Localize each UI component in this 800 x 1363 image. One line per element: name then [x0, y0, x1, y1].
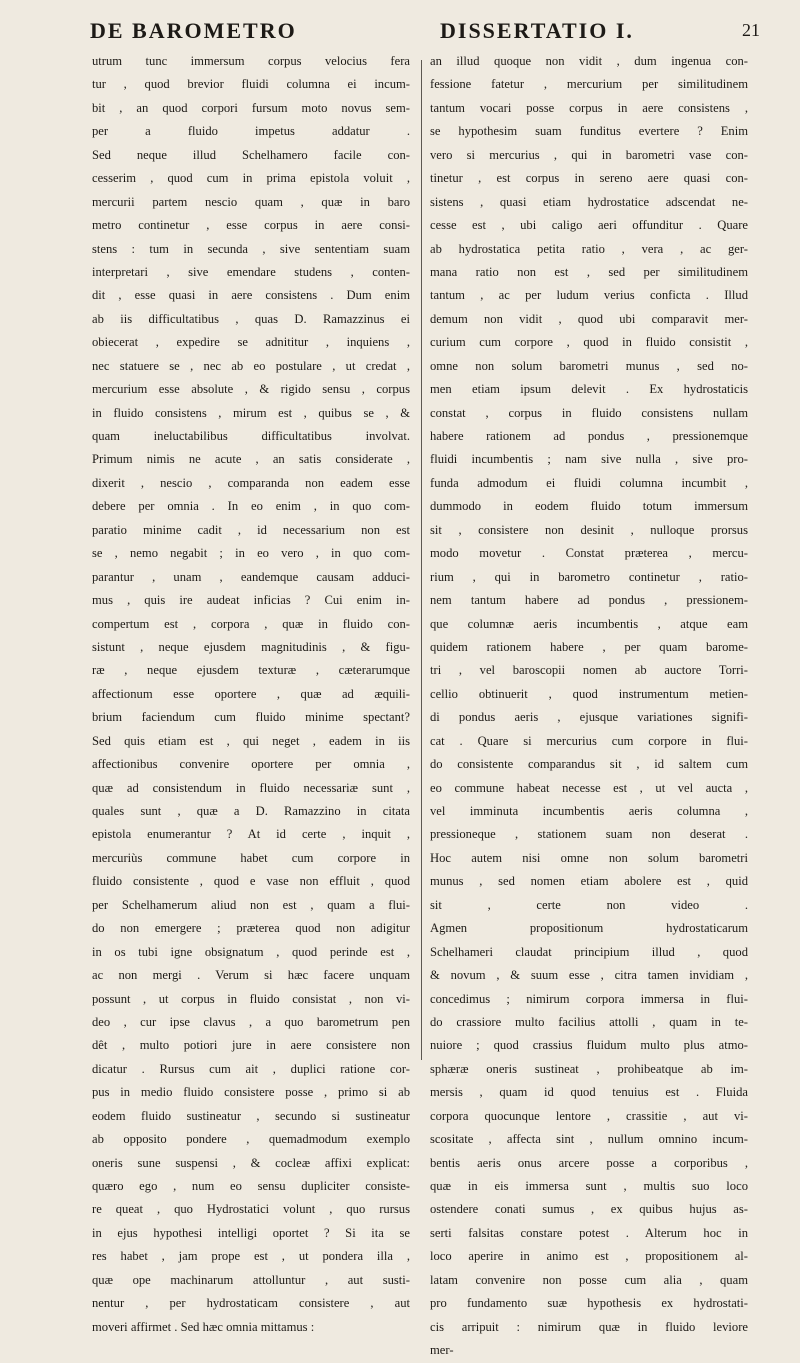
text-line: nem tantum habere ad pondus , pressionem-: [430, 593, 748, 608]
text-line: res habet , jam prope est , ut pondera illa ,: [92, 1249, 410, 1264]
text-line: bentis aeris onus arcere posse a corporibus ,: [430, 1155, 748, 1170]
text-line: ac non mergi . Verum si hæc facere unquam: [92, 968, 410, 983]
text-line: brium faciendum cum fluido minime spectant?: [92, 710, 410, 725]
text-line: ab iis difficultatibus , quas D. Ramazzinus ei: [92, 311, 410, 326]
text-line: mersis , quam id quod tenuius est . Fluida: [430, 1085, 748, 1100]
text-line: funda admodum ei fluidi columna incumbit ,: [430, 475, 748, 490]
text-line: quæ in eis immersa sunt , multis suo loco: [430, 1179, 748, 1193]
page-number: 21: [742, 20, 760, 40]
text-line: cat . Quare si mercurius cum corpore in flui-: [430, 733, 748, 748]
text-line: eodem fluido sustineatur , secundo si sustineatur: [92, 1108, 410, 1123]
text-line: bit , an quod corpori fursum moto novus sem-: [92, 100, 410, 115]
text-line: Agmen propositionum hydrostaticarum: [430, 921, 748, 936]
text-line: rium , qui in barometro continetur , ratio-: [430, 569, 748, 584]
text-line: per a fluido impetus addatur .: [92, 124, 410, 139]
text-line: sphæræ oneris sustineat , prohibeatque ab im-: [430, 1061, 748, 1076]
text-line: quales sunt , quæ a D. Ramazzino in citata: [92, 804, 410, 818]
text-line: tantum vocari posse corpus in aere consistens ,: [430, 100, 748, 115]
text-line: quæ ad consistendum in fluido necessariæ sunt ,: [92, 780, 410, 795]
text-line: debere per omnia . In eo enim , in quo com-: [92, 499, 410, 514]
text-line: an illud quoque non vidit , dum ingenua con-: [430, 54, 748, 68]
text-line: fessione fatetur , mercurium per similitudinem: [430, 77, 748, 92]
text-line: constat , corpus in fluido consistens nullam: [430, 405, 748, 420]
text-line: fluido consistente , quod e vase non effluit , quod: [92, 874, 410, 889]
text-line: ræ , neque ejusdem texturæ , cæterarumque: [92, 663, 410, 678]
text-line: moveri affirmet . Sed hæc omnia mittamus :: [92, 1319, 315, 1334]
text-line: quam ineluctabilibus difficultatibus involvat.: [92, 429, 410, 443]
text-line: dit , esse quasi in aere consistens . Dum enim: [92, 288, 410, 303]
text-line: omne non solum barometri munus , sed no-: [430, 358, 748, 373]
text-line: do consistente comparandus sit , id saltem cum: [430, 757, 748, 772]
text-line: sit , consistere non desinit , nulloque prorsus: [430, 522, 748, 537]
text-line: mer-: [430, 1343, 454, 1358]
text-line: dêt , multo potiori jure in aere consistere non: [92, 1038, 410, 1053]
text-line: quidem rationem habere , per quam barome-: [430, 639, 748, 654]
text-line: do non emergere ; præterea quod non adigitur: [92, 921, 410, 936]
left-text-column: [92, 50, 410, 1339]
text-line: epistola enumerantur ? At id certe , inquit ,: [92, 827, 410, 842]
text-line: affectionibus convenire oportere per omnia ,: [92, 757, 410, 772]
text-line: in os tubi igne obsignatum , quod perinde est ,: [92, 944, 410, 959]
text-line: demum non vidit , quod ubi comparavit mer-: [430, 311, 748, 326]
text-line: ostendere conati sumus , ex quibus hujus as-: [430, 1202, 748, 1217]
text-line: compertum est , corpora , quæ in fluido con-: [92, 616, 410, 631]
text-line: interpretari , sive emendare studens , conten-: [92, 264, 410, 279]
text-line: concedimus ; nimirum corpora immersa in flui-: [430, 991, 748, 1006]
text-line: se , nemo negabit ; in eo vero , in quo com-: [92, 546, 410, 561]
text-line: fluidi incumbentis ; nam sive nulla , sive pro-: [430, 452, 748, 467]
text-line: tinetur , est corpus in sereno aere quasi con-: [430, 171, 748, 186]
text-line: in ejus hypothesi intelligi oportet ? Si ita se: [92, 1225, 410, 1240]
right-text-column: [430, 50, 748, 1363]
running-title-left: DE BAROMETRO: [90, 18, 297, 43]
text-line: do crassiore multo facilius attolli , quam in te-: [430, 1014, 748, 1029]
text-line: modo movetur . Constat præterea , mercu-: [430, 546, 748, 561]
text-line: dixerit , nescio , comparanda non eadem esse: [92, 475, 410, 490]
text-line: nentur , per hydrostaticam consistere , aut: [92, 1296, 410, 1311]
text-line: habere rationem ad pondus , pressionemque: [430, 429, 748, 443]
text-line: in fluido consistens , mirum est , quibus se , &: [92, 405, 410, 420]
text-line: paratio minime cadit , id necessarium non est: [92, 522, 410, 537]
text-line: cesserim , quod cum in prima epistola voluit ,: [92, 171, 410, 186]
text-line: utrum tunc immersum corpus velocius fera: [92, 54, 410, 68]
text-line: per Schelhamerum aliud non est , quam a flui-: [92, 897, 410, 912]
text-line: nuiore ; quod crassius fluidum multo plus atmo-: [430, 1038, 748, 1053]
text-line: deo , cur ipse clavus , a quo barometrum pen: [92, 1014, 410, 1029]
text-line: metro continetur , esse corpus in aere consi-: [92, 218, 410, 233]
text-line: sit , certe non video .: [430, 897, 748, 912]
text-line: loco aperire in animo est , propositionem al-: [430, 1249, 748, 1264]
text-line: Sed quis etiam est , qui neget , eadem in iis: [92, 733, 410, 748]
text-line: sistunt , neque ejusdem magnitudinis , & figu-: [92, 639, 410, 654]
text-line: dummodo in eodem fluido totum immersum: [430, 499, 748, 514]
text-line: que columnæ aeris incumbentis , atque eam: [430, 616, 748, 631]
text-line: cesse est , ubi caligo aeri offunditur . Quare: [430, 218, 748, 233]
text-line: ab opposito pondere , quemadmodum exemplo: [92, 1132, 410, 1147]
text-line: & novum , & suum esse , citra tamen invidiam ,: [430, 968, 748, 983]
text-line: ab hydrostatica petita ratio , vera , ac ger-: [430, 241, 748, 256]
text-line: quæro ego , num eo sensu dupliciter consiste-: [92, 1179, 410, 1193]
text-line: curium cum corpore , quod in fluido consistit ,: [430, 335, 748, 350]
text-line: oneris sune suspensi , & cocleæ affixi explicat:: [92, 1155, 410, 1170]
text-line: se hypothesim suam funditus evertere ? Enim: [430, 124, 748, 139]
text-line: munus , sed nomen etiam abolere est , quid: [430, 874, 748, 889]
text-line: possunt , ut corpus in fluido consistat , non vi-: [92, 991, 410, 1006]
text-line: scositate , affecta sint , nullum omnino incum-: [430, 1132, 748, 1147]
text-line: cellio obtinuerit , quod instrumentum metien-: [430, 686, 748, 701]
text-line: mus , quis ire audeat inficias ? Cui enim in-: [92, 593, 410, 608]
text-line: tur , quod brevior fluidi columna ei incum-: [92, 77, 410, 92]
text-line: Primum nimis ne acute , an satis considerate ,: [92, 452, 410, 467]
column-divider: [421, 60, 422, 1060]
text-line: pro fundamento suæ hypothesis ex hydrostati-: [430, 1296, 748, 1311]
running-title-right: DISSERTATIO I.: [440, 18, 634, 43]
text-line: Schelhameri claudat principium illud , quod: [430, 944, 748, 959]
text-line: tantum , ac per ludum verius conficta . Illud: [430, 288, 748, 303]
text-line: eo commune habeat necesse est , ut vel aucta ,: [430, 780, 748, 795]
text-line: tri , vel baroscopii nomen ab auctore Torri-: [430, 663, 748, 678]
text-line: latam convenire non posse cum alia , quam: [430, 1272, 748, 1287]
text-line: di pondus aeris , ejusque variationes signifi-: [430, 710, 748, 725]
text-line: men etiam ipsum delevit . Ex hydrostaticis: [430, 382, 748, 397]
text-line: re queat , quo Hydrostatici volunt , quo rursus: [92, 1202, 410, 1217]
text-line: nec statuere se , nec ab eo postulare , ut credat ,: [92, 358, 410, 373]
text-line: pressioneque , stationem suam non deserat .: [430, 827, 748, 842]
text-line: mana ratio non est , sed per similitudinem: [430, 264, 748, 279]
text-line: obiecerat , expedire se adnititur , inquiens ,: [92, 335, 410, 350]
text-line: affectionum esse oportere , quæ ad æquili-: [92, 686, 410, 701]
text-line: mercurii partem nescio quam , quæ in baro: [92, 194, 410, 209]
text-line: quæ ope machinarum attolluntur , aut susti-: [92, 1272, 410, 1287]
text-line: mercuriùs commune habet cum corpore in: [92, 850, 410, 865]
text-line: corpora quocunque lentore , crassitie , aut vi-: [430, 1108, 748, 1123]
text-line: parantur , unam , eandemque causam adduci-: [92, 569, 410, 584]
running-header: [60, 14, 770, 42]
text-line: Sed neque illud Schelhamero facile con-: [92, 147, 410, 162]
text-line: cis arripuit : nimirum quæ in fluido leviore: [430, 1319, 748, 1334]
text-line: stens : tum in secunda , sive sententiam suam: [92, 241, 410, 256]
text-line: dicatur . Rursus cum ait , duplici ratione cor-: [92, 1061, 410, 1076]
text-line: serti falsitas constare potest . Alterum hoc in: [430, 1225, 748, 1240]
text-line: pus in medio fluido consistere posse , primo si ab: [92, 1085, 410, 1100]
text-line: mercurium esse absolute , & rigido sensu , corpus: [92, 382, 410, 397]
text-line: vero si mercurius , qui in barometri vase con-: [430, 147, 748, 162]
text-line: Hoc autem nisi omne non solum barometri: [430, 850, 748, 865]
text-line: vel imminuta incumbentis aeris columna ,: [430, 804, 748, 818]
text-line: sistens , quasi etiam hydrostatice adscendat ne-: [430, 194, 748, 209]
